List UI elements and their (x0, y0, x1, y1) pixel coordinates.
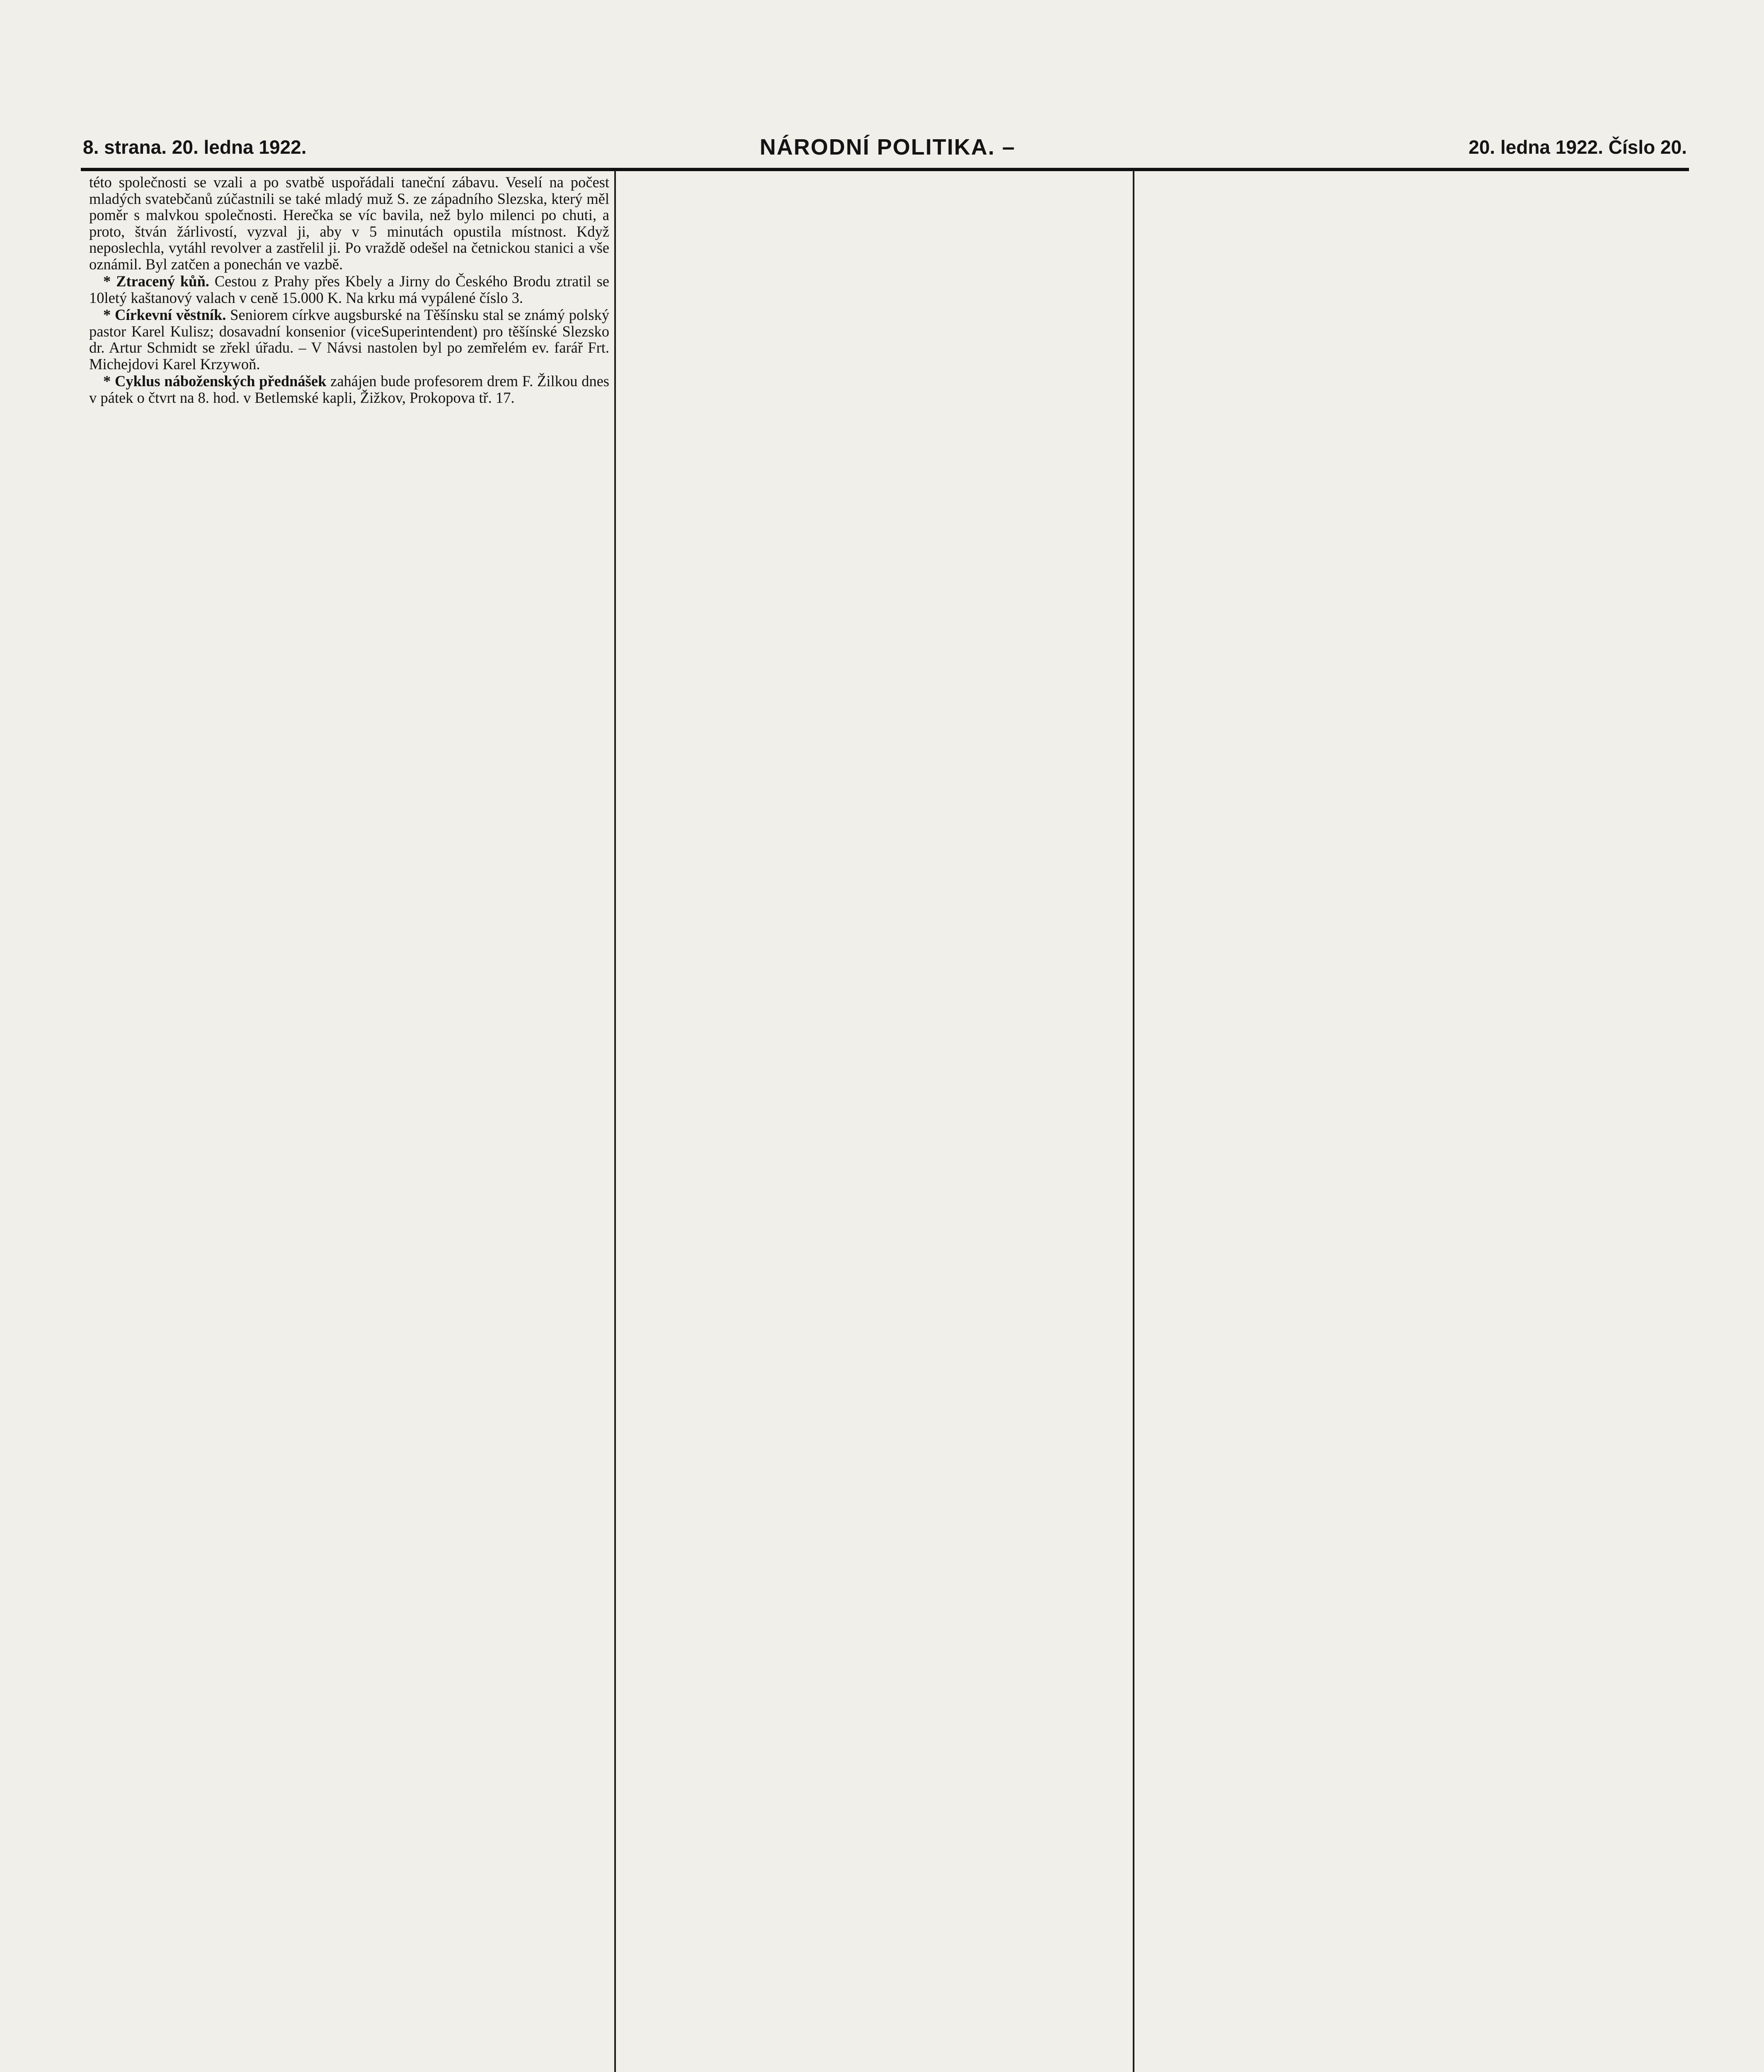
column-rule (614, 170, 616, 2072)
item-heading: * Církevní věstník. (103, 306, 226, 323)
column-1 (89, 174, 609, 2072)
page-number: 8. strana. 20. ledna 1922. (83, 136, 307, 158)
news-item (89, 174, 609, 272)
news-item (89, 307, 609, 372)
item-heading: * Cyklus náboženských přednášek (103, 373, 327, 390)
item-text: zahájen bude profesorem drem F. Žilkou dnes v pátek o čtvrt na 8. hod. v Betlemské kapli, Žižkov, Prokopova tř. 17. (89, 373, 609, 406)
item-heading: * Ztracený kůň. (103, 273, 209, 290)
top-rule (81, 168, 1689, 171)
column-3 (1140, 174, 1681, 2072)
item-text: Seniorem církve augsburské na Těšínsku stal se známý polský pastor Karel Kulisz; dosavadní konsenior (viceSuperintendent) pro těšínské Slezsko dr. Artur Schmidt se zřekl úřadu. – V Návsi nastolen byl po zemřelém ev. farář Frt. Michejdovi Karel Krzywoň. (89, 306, 609, 373)
news-item (89, 373, 609, 406)
item-text: Cestou z Prahy přes Kbely a Jirny do Českého Brodu ztratil se 10letý kaštanový valach v ceně 15.000 K. Na krku má vypálené číslo 3. (89, 273, 609, 306)
column-2 (622, 174, 1127, 2072)
issue-date: 20. ledna 1922. Číslo 20. (1468, 136, 1687, 158)
item-text: této společnosti se vzali a po svatbě uspořádali taneční zábavu. Veselí na počest mladých svatebčanů zúčastnili se také mladý muž S. ze západního Slezska, který měl poměr s malvkou společnosti. Herečka se víc bavila, než bylo milenci po chuti, a proto, štván žárlivostí, vyzval ji, aby v 5 minutách opustila místnost. Když neposlechla, vytáhl revolver a zastřelil ji. Po vraždě odešel na četnickou stanici a vše oznámil. Byl zatčen a ponechán ve vazbě. (89, 174, 609, 273)
paper-title: NÁRODNÍ POLITIKA. – (759, 135, 1015, 160)
column-rule (1133, 170, 1134, 2072)
news-item (89, 273, 609, 306)
masthead (83, 131, 1687, 164)
